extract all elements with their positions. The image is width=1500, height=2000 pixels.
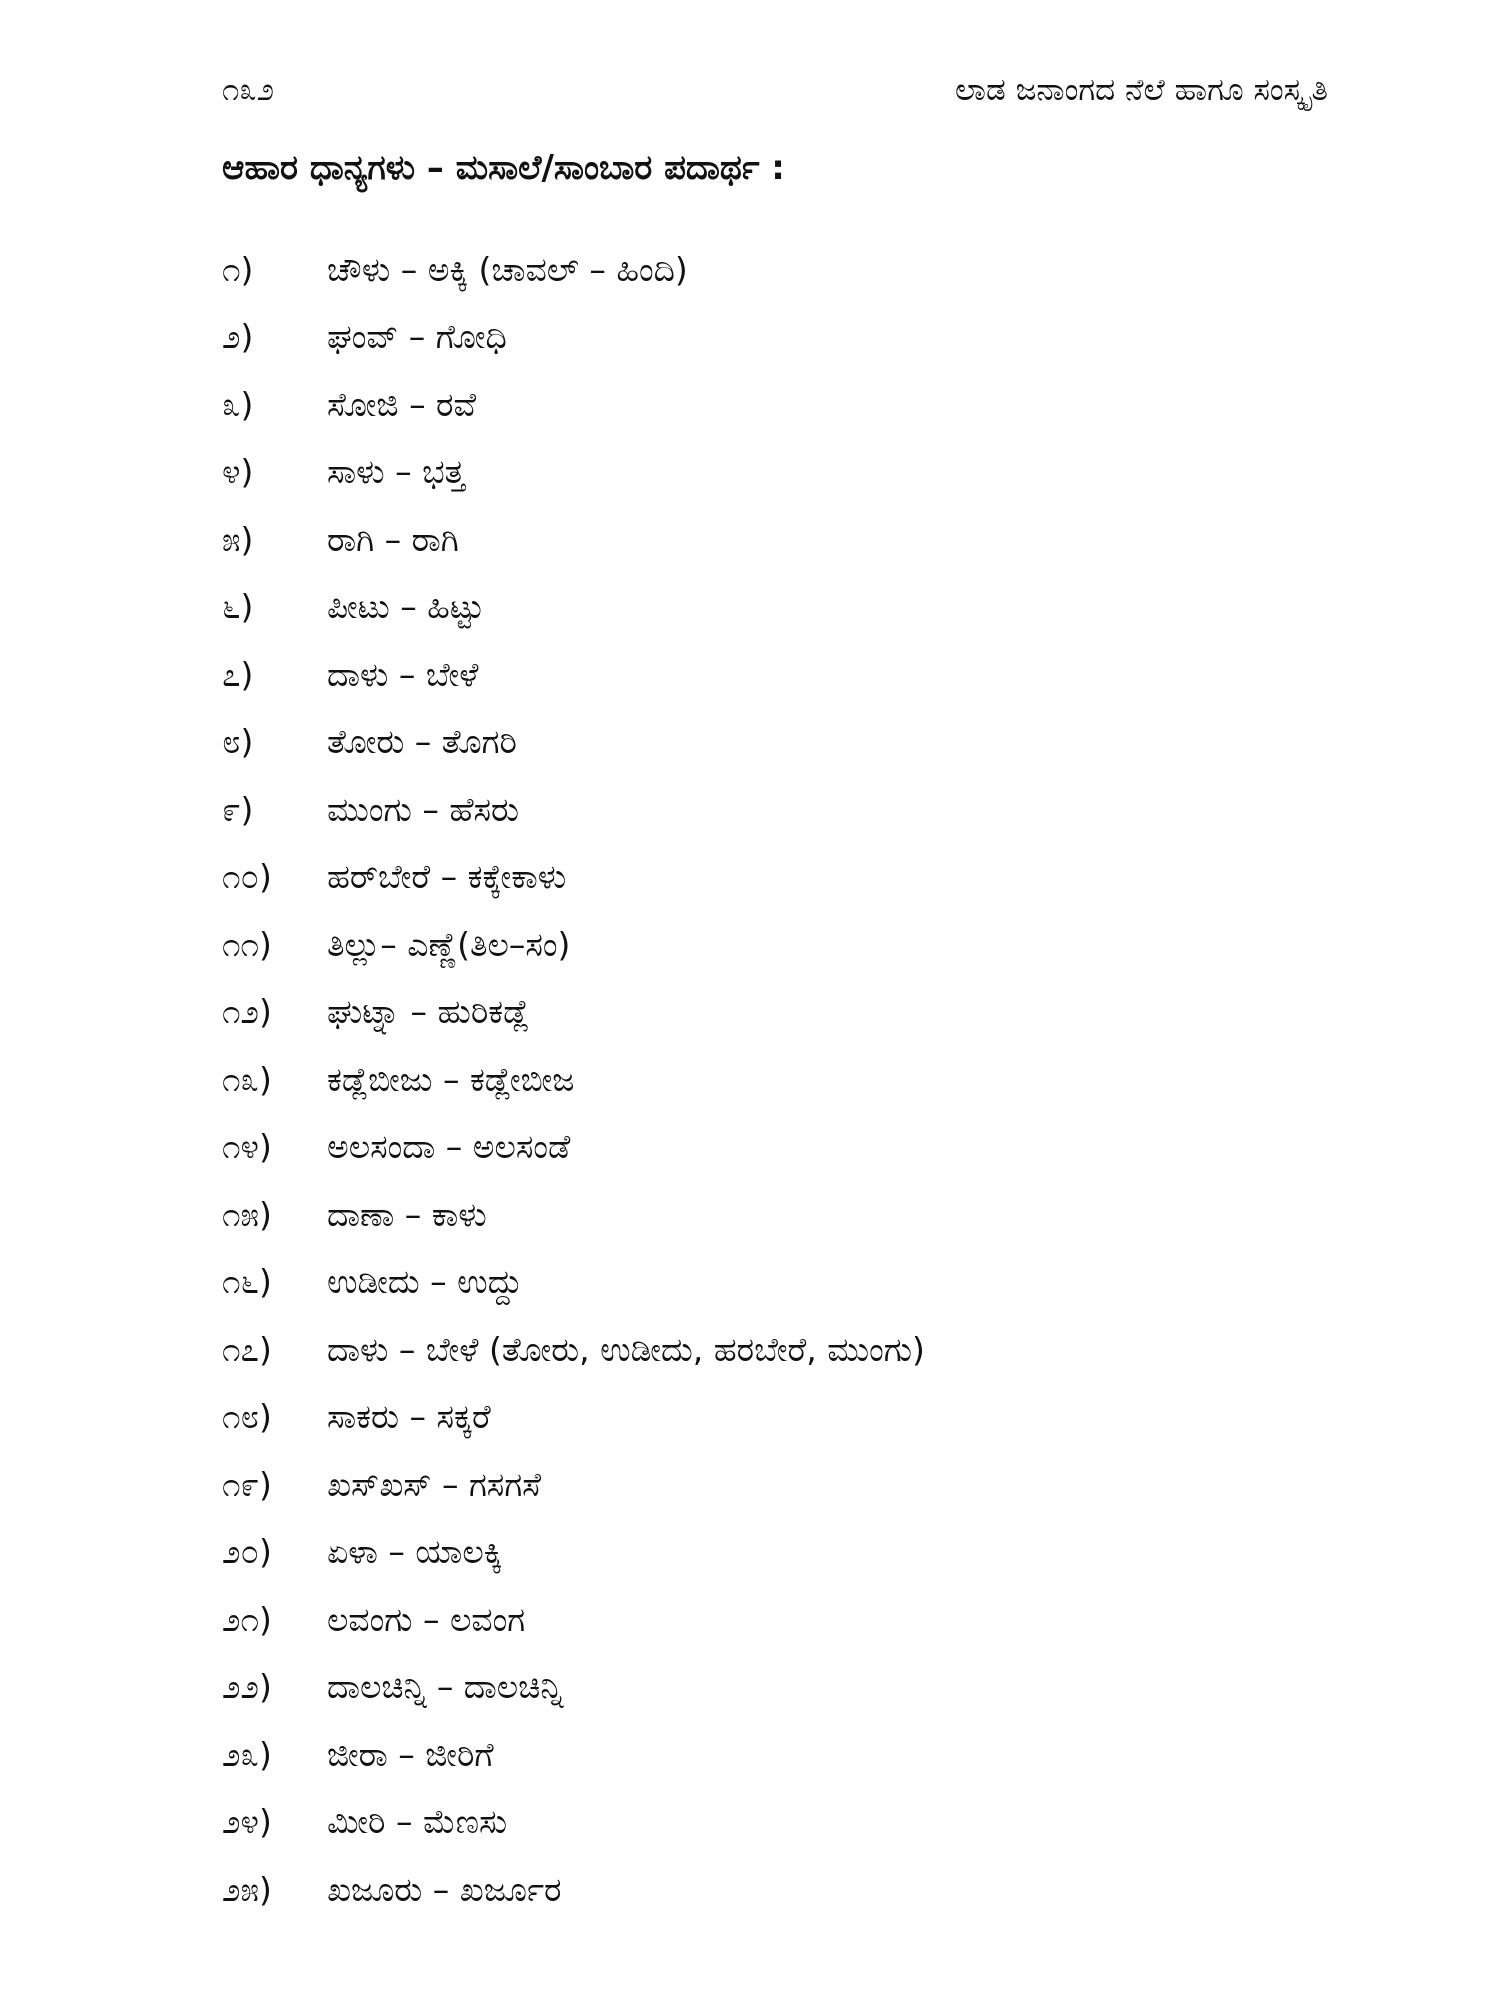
list-item-number: ೮) [222,722,254,762]
glossary-list [222,236,925,1924]
list-item-number: ೧) [222,249,254,289]
list-item-text: ಏಳಾ – ಯಾಲಕ್ಕಿ [327,1532,503,1572]
list-item-number: ೧೫) [222,1194,272,1234]
list-item-number: ೨೧) [222,1599,272,1639]
list-item [222,1451,925,1519]
list-item-number: ೧೧) [222,924,272,964]
list-item [222,1316,925,1384]
list-item-text: ಖಸ್‌ಖಸ್ – ಗಸಗಸೆ [327,1464,542,1504]
list-item-text: ಅಲಸಂದಾ – ಅಲಸಂಡೆ [327,1127,571,1167]
running-title: ಲಾಡ ಜನಾಂಗದ ನೆಲೆ ಹಾಗೂ ಸಂಸ್ಕೃತಿ [954,71,1328,108]
page-header [222,68,1328,112]
list-item-text: ರಾಗಿ – ರಾಗಿ [327,519,459,559]
list-item-number: ೨೫) [222,1869,272,1909]
list-item-number: ೭) [222,654,254,694]
list-item-text: ತೋರು – ತೊಗರಿ [327,722,517,762]
list-item-text: ಹರ್‌ಬೇರೆ – ಕಕ್ಕೇಕಾಳು [327,857,567,897]
section-title: ಆಹಾರ ಧಾನ್ಯಗಳು – ಮಸಾಲೆ/ಸಾಂಬಾರ ಪದಾರ್ಥ : [222,148,785,188]
list-item [222,506,925,574]
list-item-number: ೧೮) [222,1397,272,1437]
list-item [222,1046,925,1114]
list-item [222,304,925,372]
list-item [222,236,925,304]
list-item [222,1586,925,1654]
list-item-number: ೨) [222,317,254,357]
list-item [222,1114,925,1182]
list-item [222,776,925,844]
list-item-number: ೧೯) [222,1464,272,1504]
list-item-number: ೨೪) [222,1802,272,1842]
list-item-text: ಪೀಟು – ಹಿಟ್ಟು [327,587,485,627]
list-item-number: ೨೦) [222,1532,272,1572]
list-item-text: ಲವಂಗು – ಲವಂಗ [327,1599,526,1639]
list-item-text: ಸೋಜಿ – ರವೆ [327,384,477,424]
list-item-text: ಘುಟ್ನಾ – ಹುರಿಕಡ್ಲೆ [327,992,530,1032]
list-item [222,1654,925,1722]
list-item-text: ಉಡೀದು – ಉದ್ದು [327,1262,523,1302]
list-item-number: ೧೩) [222,1059,272,1099]
list-item-text: ದಾಳು – ಬೇಳೆ [327,654,479,694]
list-item-number: ೬) [222,587,254,627]
list-item [222,1856,925,1924]
list-item [222,1721,925,1789]
list-item-number: ೧೭) [222,1329,272,1369]
list-item [222,911,925,979]
list-item [222,371,925,439]
page-number: ೧೩೨ [222,71,275,108]
list-item-text: ತಿಲ್ಲು– ಎಣ್ಣೆ(ತಿಲ–ಸಂ) [327,924,571,964]
list-item-number: ೧೪) [222,1127,272,1167]
list-item-text: ಚೌಳು – ಅಕ್ಕಿ (ಚಾವಲ್ – ಹಿಂದಿ) [327,249,688,289]
list-item-number: ೧೨) [222,992,272,1032]
list-item [222,439,925,507]
list-item-text: ಜೀರಾ – ಜೀರಿಗೆ [327,1734,494,1774]
list-item-text: ಮುಂಗು – ಹೆಸರು [327,789,519,829]
list-item [222,979,925,1047]
list-item-number: ೨೨) [222,1667,272,1707]
list-item-text: ಮೀರಿ – ಮೆಣಸು [327,1802,508,1842]
list-item-number: ೧೦) [222,857,272,897]
list-item-number: ೧೬) [222,1262,272,1302]
list-item [222,844,925,912]
list-item-number: ೪) [222,452,254,492]
list-item [222,709,925,777]
list-item-text: ಖಜೂರು – ಖರ್ಜೂರ [327,1869,562,1909]
list-item [222,574,925,642]
list-item [222,1249,925,1317]
list-item [222,1181,925,1249]
list-item [222,1519,925,1587]
list-item-number: ೫) [222,519,254,559]
list-item-number: ೩) [222,384,254,424]
list-item-text: ಸಾಕರು – ಸಕ್ಕರೆ [327,1397,491,1437]
list-item [222,641,925,709]
list-item-number: ೯) [222,789,254,829]
list-item [222,1789,925,1857]
list-item-text: ಕಡ್ಲೆಬೀಜು – ಕಡ್ಲೇಬೀಜ [327,1059,575,1099]
list-item [222,1384,925,1452]
list-item-text: ಸಾಳು – ಭತ್ತ [327,452,465,492]
list-item-text: ದಾಲಚಿನ್ನಿ – ದಾಲಚಿನ್ನಿ [327,1667,564,1707]
list-item-text: ಘಂವ್ – ಗೋಧಿ [327,317,507,357]
list-item-text: ದಾಣಾ – ಕಾಳು [327,1194,487,1234]
list-item-number: ೨೩) [222,1734,272,1774]
list-item-text: ದಾಳು – ಬೇಳೆ (ತೋರು, ಉಡೀದು, ಹರಬೇರೆ, ಮುಂಗು) [327,1329,925,1369]
